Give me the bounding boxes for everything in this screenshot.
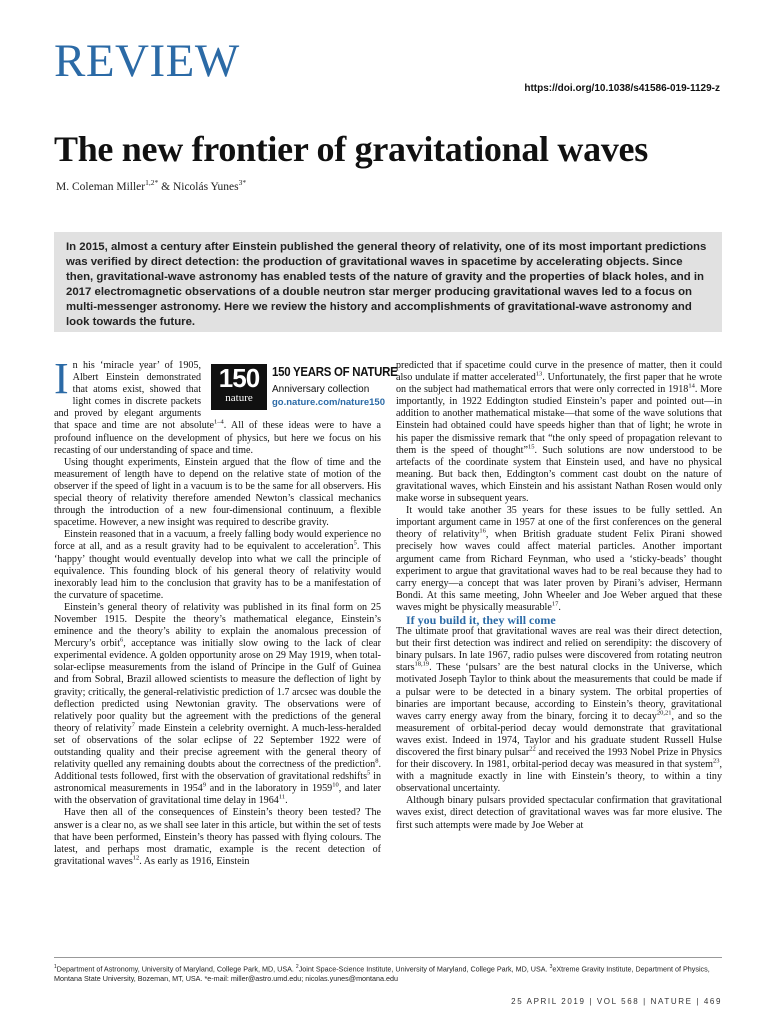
paragraph-text: . These ‘pulsars’ are the best natural clocks in the Universe, which motivated Joseph Taylor to think about the measurements that could be made if a pulsar were to be detected in a binary system. The orbital properties of binaries are important because, according to Einstein’s theory, gravitational waves carry energy away from the binary, forcing it to decay [396,662,722,722]
anniversary-ad[interactable] [209,360,398,414]
paragraph-text: Einstein reasoned that in a vacuum, a freely falling body would experience no force at all, and as a result gravity had to be equivalent to acceleration [54,529,381,553]
paragraph-text: . As early as 1916, Einstein [139,855,250,867]
ad-subtitle: Anniversary collection [272,384,370,395]
citation[interactable]: 7 [131,721,135,729]
body-column-right [396,360,722,832]
paragraph-text: . This ‘happy’ thought would eventually develop into what we call the principle of equivalence. This founding block of his general theory of relativity would inexorably lead him to the conclusion that gravity has to be a manifestation of the curvature of spacetime. [54,541,381,601]
paragraph-text: made Einstein a celebrity overnight. A much-less-heralded set of observations of the solar eclipse of 22 September 1922 were of outstanding quality and their precise agreement with the general theory of relativity quelled any remaining doubts about the correctness of the prediction [54,722,381,771]
paragraph-text: Using thought experiments, Einstein argued that the flow of time and the measurement of length have to depend on the relative state of motion of the observer if the speed of light in a vacuum is to be the same for all observers. His special theory of relativity therefore amended Newton’s classical mechanics through the introduction of a new four-dimensional continuum, a flexible spacetime. However, a new insight was required to describe gravity. [54,456,381,529]
footnote-marker: 3 [549,964,553,970]
paragraph-text: , acceptance was initially slow owing to the lack of clear experimental evidence. A golden opportunity arose on 29 May 1919, when total-solar-eclipse measurements from the island of Príncipe in the Gulf of Guinea and from Sobral, Brazil allowed scientists to measure the deflection of light by gravity; critically, the general-relativistic prediction of 1.7 arcsec was double the deflection predicted using Newtonian gravity. The observations were of relatively poor quality but the agreement with the predictions of the general theory of relativity [54,638,381,734]
citation[interactable]: 11 [278,794,286,802]
citation[interactable]: 12 [132,854,140,862]
doi-link[interactable]: https://doi.org/10.1038/s41586-019-1129-z [524,83,720,94]
paragraph-text: predicted that if spacetime could curve in the presence of matter, then it could also undulate if matter accelerated [396,360,722,384]
paragraph [396,795,722,831]
paragraph-text: It would take another 35 years for these issues to be fully settled. An important argument came in 1957 at one of the first conferences on the general theory of relativity [396,505,722,541]
abstract-text: In 2015, almost a century after Einstein published the general theory of relativity, one of its most important predictions was verified by direct detection: the production of gravitational waves in spacetime by accelerating objects. Since then, gravitational-wave astronomy has enabled tests of the nature of gravity and the properties of black holes, and in 2017 electromagnetic observations of a double neutron star merger producing gravitational waves led to a focus on multi-messenger astronomy. Here we review the history and accomplishments of gravitational-wave astronomy and look towards the future. [66,241,707,328]
paragraph-text: , when British graduate student Felix Pirani showed precisely how waves could affect material particles. Another important argument came from Richard Feynman, who used a ‘sticky-beads’ thought experiment to argue that gravitational waves had to be real because they had to carry energy—a concept that was later proven by Pirani’s adviser, Hermann Bondi. At this same meeting, John Wheeler and Joe Weber argued that these waves might be physically measurable [396,529,722,613]
paragraph-text: Although binary pulsars provided spectacular confirmation that gravitational waves exist, direct detection of gravitational waves was far more elusive. The first such attempts were made by Joe Weber at [396,795,722,831]
citation[interactable]: 16 [479,527,486,535]
paragraph-text: . Additional tests followed, first with the observation of gravitational redshifts [54,759,381,783]
paragraph-text: n his ‘miracle year’ of 1905, Albert Einstein demonstrated that atoms exist, showed that light comes in discrete packets and proved by elegant arguments that space and time are not absolute [54,360,215,432]
paragraph-text: . More importantly, in 1922 Eddington studied Einstein’s paper and pointed out—in addition to another mathematical mistake—that some of the wave solutions that Einstein had obtained could have speeds higher than that of light; he wrote in his paper the dismissive remark that “the only speed of propagation relevant to them is the speed of thought” [396,384,722,456]
paragraph [396,626,722,795]
author-line [56,178,246,193]
paragraph-text: and in the laboratory in 1959 [206,783,333,795]
citation[interactable]: 5 [367,769,371,777]
page-info: 25 APRIL 2019 | VOL 568 | NATURE | 469 [511,997,722,1006]
paragraph [396,505,722,614]
paragraph-text: The ultimate proof that gravitational waves are real was their direct detection, but their first detection was indirect and relied on serendipity: the discovery of binary pulsars. In late 1967, radio pulses were discovered from rotating neutron stars [396,626,722,674]
author-separator: & [158,180,173,193]
ad-title: 150 YEARS OF NATURE [272,364,398,379]
citation[interactable]: 15 [527,443,535,451]
paragraph [54,602,381,808]
citation[interactable]: 5 [353,540,357,548]
paragraph-text: . [558,601,561,613]
abstract-box [54,232,722,332]
paragraph-text: Einstein’s general theory of relativity was published in its final form on 25 November 1915. Despite the theory’s mathematical elegance, Einstein’s eminence and the theory’s ability to explain the anomalous precession of Mercury’s orbit [54,601,381,650]
citation[interactable]: 22 [529,745,536,753]
drop-cap: I [54,354,69,403]
section-label: REVIEW [54,35,240,87]
footnote-marker: 1 [54,964,57,970]
paragraph [54,457,381,530]
paragraph-text: and received the 1993 Nobel Prize in Physics for their discovery. In 1981, orbital-period decay was measured in that system [396,747,722,771]
section-heading: If you build it, they will come [406,612,556,627]
author-name: M. Coleman Miller [56,180,146,193]
footnote-divider [54,957,722,958]
citation[interactable]: 14 [688,382,695,390]
paragraph [54,807,381,867]
paragraph-text: , and later with the observation of gravitational time delay in 1964 [54,783,381,807]
citation[interactable]: 17 [551,600,559,608]
citation[interactable]: 10 [332,781,339,789]
citation[interactable]: 20,21 [656,709,672,717]
nature-150-logo [211,364,267,410]
paragraph-text: Have then all of the consequences of Einstein’s theory been tested? The answer is a clear no, as we shall see later in this article, but within the set of tests that have been performed, Einstein’s theory has passed with flying colours. The latest, and perhaps most dramatic, example is the recent detection of gravitational waves [54,807,381,867]
footnote-text: Department of Astronomy, University of Maryland, College Park, MD, USA. [56,964,296,974]
citation[interactable]: 6 [120,636,124,644]
body-column-left [54,354,398,868]
paragraph-text: , with a magnitude exactly in line with Einstein’s theory, to within a tiny observational uncertainty. [396,759,722,795]
ad-link[interactable]: go.nature.com/nature150 [272,397,385,408]
footnote-text: Joint Space-Science Institute, University of Maryland, College Park, MD, USA. [298,964,550,974]
logo-word: nature [225,392,253,404]
citation[interactable]: 18,19 [414,660,430,668]
citation[interactable]: 8 [375,757,379,765]
footnote-marker: 2 [295,964,299,970]
author-affiliation: 1,2* [145,178,159,187]
paragraph-text: . Such solutions are now understood to be artefacts of the coordinate system that Einstein used, and have no physical meaning. But back then, Eddington’s comment cast doubt on the nature of gravitational waves, which Einstein and his assistant Nathan Rosen would only make worse in subsequent years. [396,444,723,505]
citation[interactable]: 23 [712,757,720,765]
paragraph-text: . [285,795,288,807]
affiliations-footnote [54,963,722,983]
author-name: Nicolás Yunes [172,180,239,193]
citation[interactable]: 1–4 [214,419,224,427]
author-affiliation: 3* [238,178,247,187]
citation[interactable]: 13 [535,370,543,378]
logo-number: 150 [218,363,260,393]
paragraph-text: , and so the measurement of orbital-period decay would demonstrate that gravitational waves exist. Indeed in 1974, Taylor and his graduate student Russell Hulse discovered the first binary pulsar [396,710,722,758]
paragraph-text: . Unfortunately, the first paper that he wrote on the subject had mathematical errors that were only corrected in 1918 [396,372,722,396]
paragraph-text: in astronomical measurements in 1954 [54,771,382,795]
paragraph-text: . All of these ideas were to have a profound influence on the development of physics, but here we focus on his recasting of our understanding of space and time. [54,420,381,456]
paragraph [54,529,381,602]
footnote-text: eXtreme Gravity Institute, Department of Physics, Montana State University, Bozeman, MT, USA. *e-mail: miller@astro.umd.edu; nicolas.yunes@montana.edu [54,964,710,983]
paragraph [396,360,722,505]
citation[interactable]: 9 [202,781,207,789]
article-title: The new frontier of gravitational waves [54,129,648,169]
